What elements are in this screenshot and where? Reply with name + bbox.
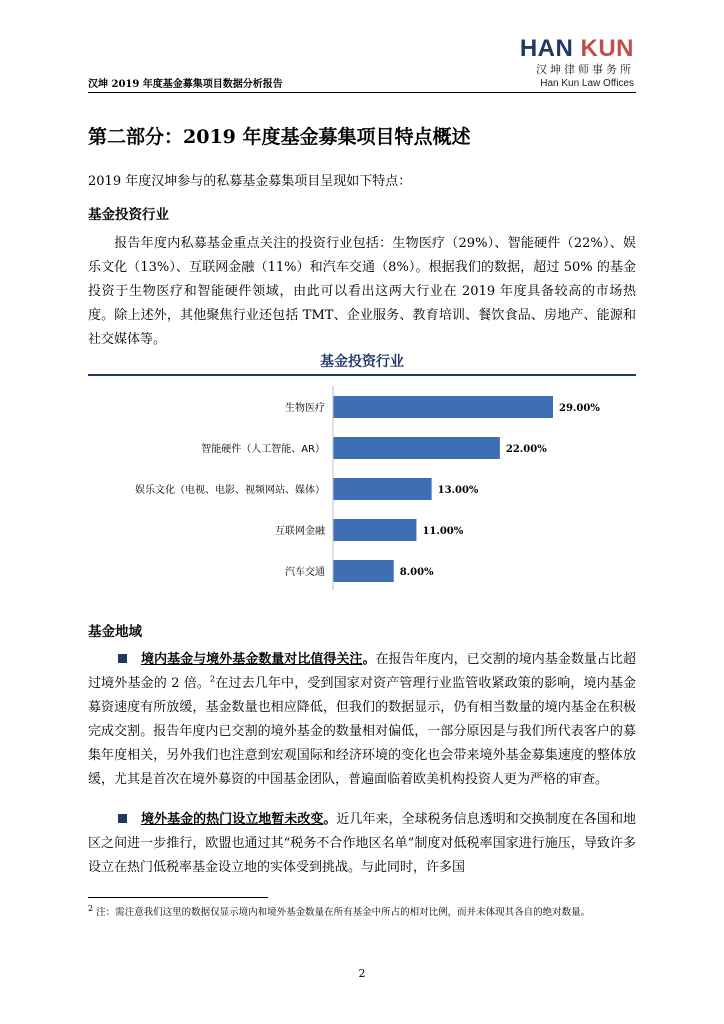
footnote-ref[interactable]: 2 <box>210 674 216 684</box>
region-paragraph-1 <box>88 648 636 792</box>
chart-value-label: 13.00% <box>437 485 479 496</box>
chart-category-label: 生物医疗 <box>285 403 325 414</box>
logo-kun: KUN <box>580 35 634 62</box>
region-p1-text-b: 在过去几年中，受到国家对资产管理行业监管收紧政策的影响，境内基金募资速度有所放缓，基金数量也相应降低，但我们的数据显示，仍有相当数量的境内基金在积极完成交割。报告年度内已交割的境外基金的数量相对偏低，一部分原因是与我们所代表客户的募集年度相关，另外我们也注意到宏观国际和经济环境的变化也会带来境外基金募集速度的整体放缓，尤其是首次在境外募资的中国基金团队，普遍面临着欧美机构投资人更为严格的审查。 <box>88 676 636 787</box>
chart-category-label: 智能硬件（人工智能、AR） <box>201 444 325 455</box>
industry-paragraph <box>88 232 636 352</box>
logo-chinese-name: 汉坤律师事务所 <box>536 63 634 76</box>
part-title: 第二部分：2019 年度基金募集项目特点概述 <box>88 126 471 148</box>
chart-bar <box>333 437 500 459</box>
region-p2-text: 近几年来，全球税务信息透明和交换制度在各国和地区之间进一步推行，欧盟也通过其“税务不合作地区名单”制度对低税率国家进行施压，导致许多设立在热门低税率基金设立地的实体受到挑战。与此同时，许多国 <box>88 812 636 875</box>
chart-value-label: 22.00% <box>505 444 547 455</box>
chart-value-label: 11.00% <box>422 526 464 537</box>
logo-english-name: Han Kun Law Offices <box>540 78 634 89</box>
chart-bar <box>333 519 416 541</box>
bullet-square-icon <box>118 654 127 663</box>
chart-category-label: 汽车交通 <box>285 567 325 578</box>
region-p1-text-a: 在报告年度内，已交割的境内基金数量占比超过境外基金的 2 倍。 <box>88 652 636 691</box>
chart-value-label: 8.00% <box>399 567 434 578</box>
header-document-title: 汉坤 2019 年度基金募集项目数据分析报告 <box>88 79 283 90</box>
chart-title-rule <box>88 374 636 376</box>
bullet-square-icon <box>118 814 127 823</box>
header-divider <box>88 92 636 93</box>
footnote-divider <box>88 897 268 898</box>
section-heading-region: 基金地域 <box>88 624 142 640</box>
section-heading-industry: 基金投资行业 <box>88 207 169 223</box>
chart-bar <box>333 396 553 418</box>
logo-han: HAN <box>519 35 574 62</box>
chart-bar <box>333 560 394 582</box>
region-p1-lead-tail: 。 <box>362 652 376 667</box>
footnote-text: 注：需注意我们这里的数据仅显示境内和境外基金数量在所有基金中所占的相对比例，而并未体现其各自的绝对数量。 <box>96 907 591 918</box>
hankun-logo <box>520 36 634 90</box>
region-p1-lead: 境内基金与境外基金数量对比值得关注 <box>141 652 363 667</box>
page-number: 2 <box>358 967 366 980</box>
chart-value-label: 29.00% <box>559 403 600 414</box>
chart-category-label: 互联网金融 <box>275 526 325 537</box>
industry-bar-chart <box>88 380 636 590</box>
logo-wordmark <box>520 36 634 62</box>
region-p2-lead-tail: 。 <box>323 812 337 827</box>
chart-title: 基金投资行业 <box>320 354 404 370</box>
region-p2-lead: 境外基金的热门设立地暂未改变 <box>141 812 324 827</box>
chart-bar <box>333 478 432 500</box>
footnote-mark: 2 <box>88 903 94 913</box>
chart-category-label: 娱乐文化（电视、电影、视频网站、媒体） <box>135 485 325 496</box>
intro-text: 2019 年度汉坤参与的私募基金募集项目呈现如下特点： <box>88 174 412 189</box>
industry-paragraph-text: 报告年度内私募基金重点关注的投资行业包括：生物医疗（29%）、智能硬件（22%）、娱乐文化（13%）、互联网金融（11%）和汽车交通（8%）。根据我们的数据，超过 50% 的基金投资于生物医疗和智能硬件领域，由此可以看出这两大行业在 2019 年度具备较高的市场热度。除上述外，其他聚焦行业还包括 TMT、企业服务、教育培训、餐饮食品、房地产、能源和社交媒体等。 <box>88 236 636 347</box>
footnote <box>88 905 636 921</box>
region-paragraph-2 <box>88 808 636 880</box>
